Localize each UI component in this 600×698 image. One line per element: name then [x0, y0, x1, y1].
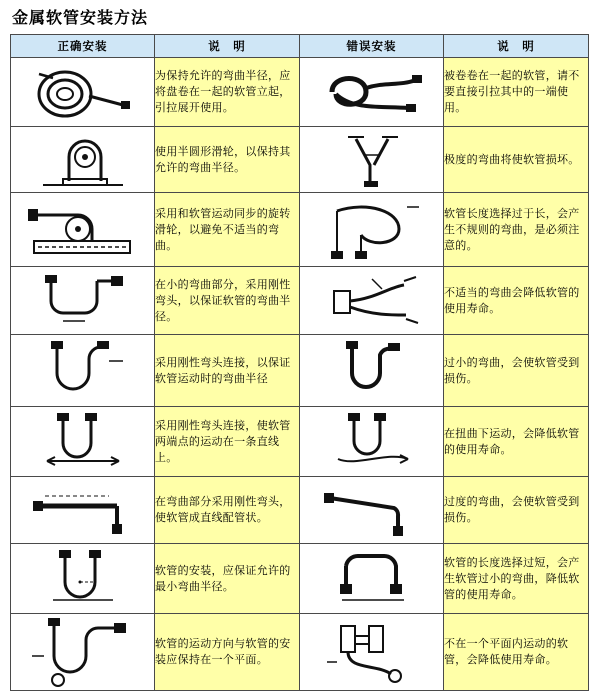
- column-header-wrong-description: 说 明: [444, 35, 589, 58]
- table-body: [11, 58, 589, 691]
- synchronized-rotating-pulley-figure: [18, 197, 148, 263]
- column-header-correct-install: 正确安装: [11, 35, 155, 58]
- wrong-figure-cell: [300, 335, 444, 407]
- hose-installation-table: [10, 34, 589, 691]
- correct-description: 为保持允许的弯曲半径，应将盘卷在一起的软管立起，引拉展开使用。: [155, 58, 300, 127]
- table-row: [11, 127, 589, 193]
- excessive-bend-figure: [310, 482, 434, 538]
- correct-description: 采用刚性弯头连接，使软管两端点的运动在一条直线上。: [155, 407, 300, 477]
- column-header-wrong-install: 错误安装: [300, 35, 444, 58]
- coiled-hose-upright-figure: [23, 62, 143, 122]
- wrong-figure-cell: [300, 58, 444, 127]
- correct-figure-cell: [11, 58, 155, 127]
- slack-long-hose-figure: [307, 197, 437, 263]
- improper-tight-bend-figure: [312, 271, 432, 331]
- table-row: [11, 407, 589, 477]
- semicircular-sheave-figure: [23, 131, 143, 189]
- over-small-bend-figure: [312, 339, 432, 403]
- correct-description: 软管的运动方向与软管的安装应保持在一个平面。: [155, 614, 300, 691]
- correct-description: 在小的弯曲部分，采用刚性弯头，以保证软管的弯曲半径。: [155, 267, 300, 335]
- table-row: [11, 544, 589, 614]
- same-plane-motion-figure: [18, 616, 148, 688]
- page-title: 金属软管安装方法: [12, 8, 149, 27]
- out-of-plane-motion-figure: [307, 616, 437, 688]
- correct-figure-cell: [11, 544, 155, 614]
- minimum-bend-radius-figure: [23, 548, 143, 610]
- wrong-figure-cell: [300, 267, 444, 335]
- wrong-figure-cell: [300, 544, 444, 614]
- torsion-motion-figure: [312, 411, 432, 473]
- wrong-figure-cell: [300, 127, 444, 193]
- straight-line-motion-figure: [23, 411, 143, 473]
- table-row: [11, 267, 589, 335]
- correct-description: 采用和软管运动同步的旋转滑轮，以避免不适当的弯曲。: [155, 193, 300, 267]
- correct-description: 软管的安装，应保证允许的最小弯曲半径。: [155, 544, 300, 614]
- wrong-description: 不在一个平面内运动的软管，会降低使用寿命。: [444, 614, 589, 691]
- too-long-hose-figure: [312, 548, 432, 610]
- table-row: [11, 477, 589, 544]
- correct-figure-cell: [11, 335, 155, 407]
- wrong-description: 过小的弯曲，会使软管受到损伤。: [444, 335, 589, 407]
- correct-figure-cell: [11, 127, 155, 193]
- straight-piping-elbow-figure: [21, 482, 145, 538]
- wrong-description: 软管的长度选择过短，会产生软管过小的弯曲，降低软管的使用寿命。: [444, 544, 589, 614]
- table-row: [11, 335, 589, 407]
- correct-figure-cell: [11, 477, 155, 544]
- correct-description: 在弯曲部分采用刚性弯头，使软管成直线配管状。: [155, 477, 300, 544]
- column-header-correct-description: 说 明: [155, 35, 300, 58]
- correct-figure-cell: [11, 407, 155, 477]
- rigid-elbow-connection-figure: [23, 339, 143, 403]
- table-header: [11, 35, 589, 58]
- wrong-description: 过度的弯曲，会使软管受到损伤。: [444, 477, 589, 544]
- wrong-figure-cell: [300, 193, 444, 267]
- correct-figure-cell: [11, 614, 155, 691]
- correct-description: 使用半圆形滑轮，以保持其允许的弯曲半径。: [155, 127, 300, 193]
- sharp-bend-hose-figure: [312, 131, 432, 189]
- wrong-figure-cell: [300, 614, 444, 691]
- wrong-description: 在扭曲下运动，会降低软管的使用寿命。: [444, 407, 589, 477]
- table-row: [11, 614, 589, 691]
- wrong-description: 被卷卷在一起的软管，请不要直接引拉其中的一端使用。: [444, 58, 589, 127]
- correct-description: 采用刚性弯头连接，以保证软管运动时的弯曲半径: [155, 335, 300, 407]
- correct-figure-cell: [11, 267, 155, 335]
- coiled-hose-pulled-figure: [312, 62, 432, 122]
- wrong-description: 不适当的弯曲会降低软管的使用寿命。: [444, 267, 589, 335]
- table-row: [11, 58, 589, 127]
- wrong-description: 极度的弯曲将使软管损坏。: [444, 127, 589, 193]
- table-row: [11, 193, 589, 267]
- rigid-elbow-small-bend-figure: [23, 271, 143, 331]
- table-header-row: [11, 35, 589, 58]
- wrong-figure-cell: [300, 477, 444, 544]
- correct-figure-cell: [11, 193, 155, 267]
- wrong-figure-cell: [300, 407, 444, 477]
- wrong-description: 软管长度选择过于长，会产生不规则的弯曲，是必须注意的。: [444, 193, 589, 267]
